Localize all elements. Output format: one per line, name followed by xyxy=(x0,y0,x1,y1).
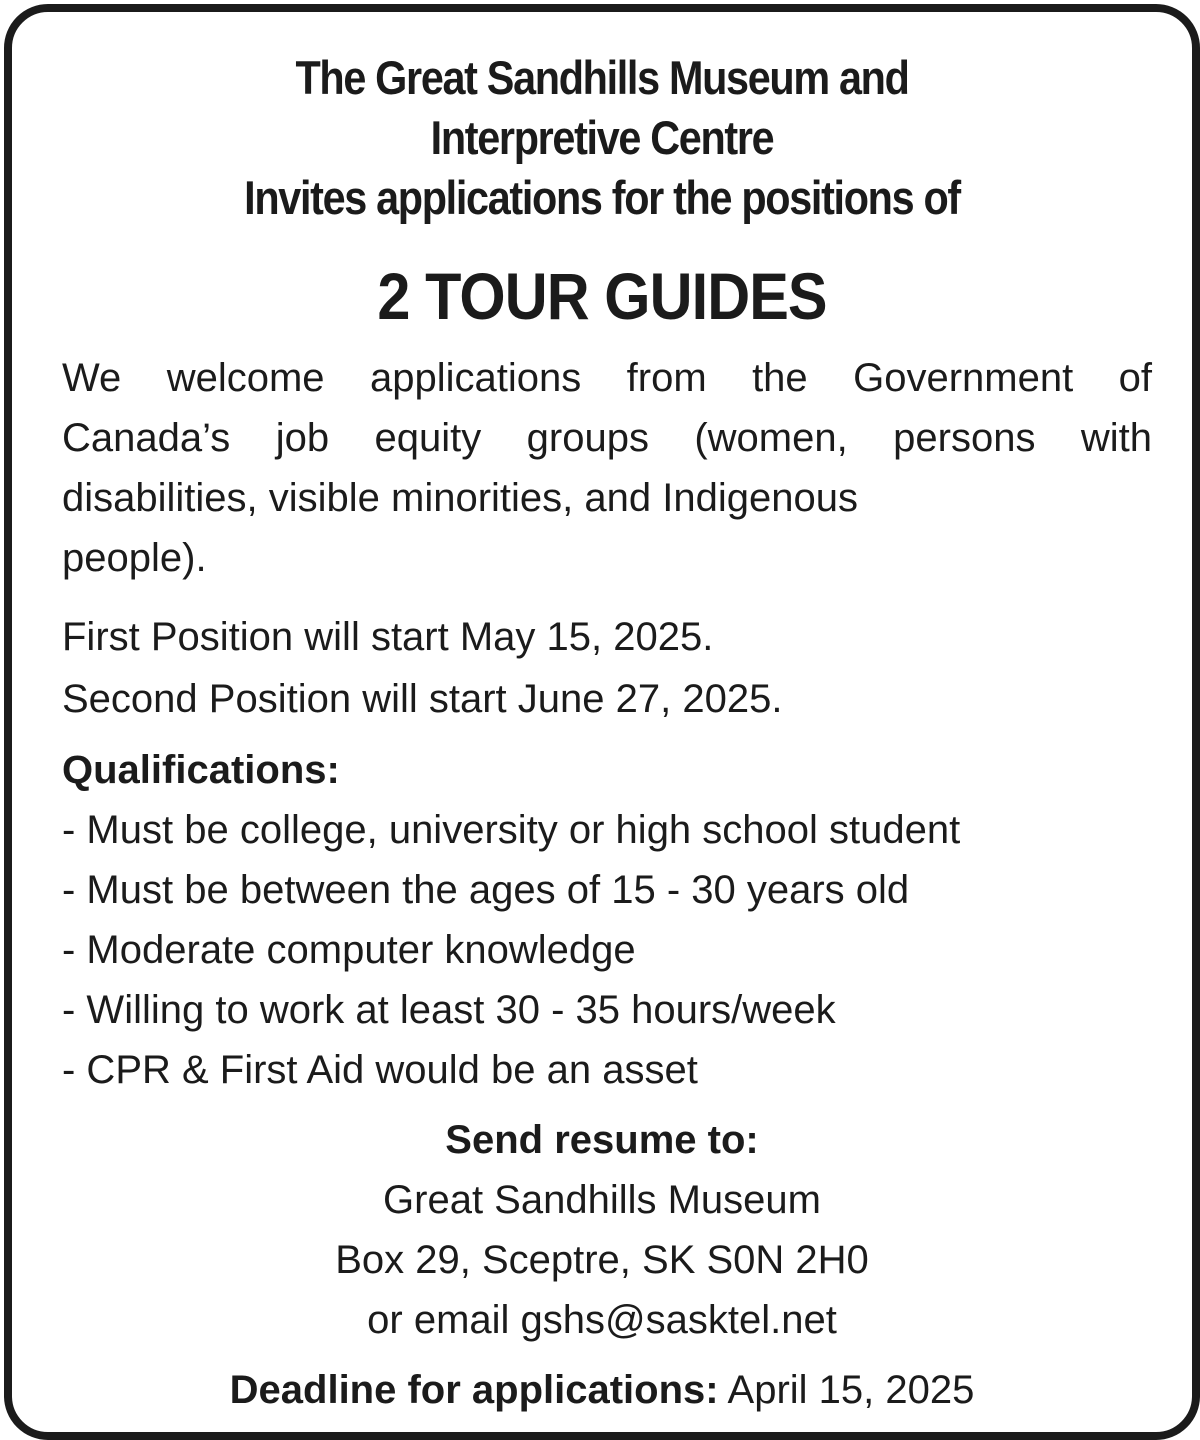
qualification-item: - Must be college, university or high school student xyxy=(62,808,961,852)
qualifications-heading: Qualifications: xyxy=(62,748,340,792)
send-resume-email: or email gshs@sasktel.net xyxy=(367,1298,837,1342)
job-title: 2 TOUR GUIDES xyxy=(377,259,827,333)
second-position-date: Second Position will start June 27, 2025. xyxy=(62,677,783,721)
qualification-item: - Moderate computer knowledge xyxy=(62,928,636,972)
intro-line-2: Canada’s job equity groups (women, persons with xyxy=(62,416,1152,460)
send-resume-address: Box 29, Sceptre, SK S0N 2H0 xyxy=(335,1238,869,1282)
send-resume-heading: Send resume to: xyxy=(445,1118,759,1162)
qualification-item: - CPR & First Aid would be an asset xyxy=(62,1048,698,1092)
qualifications-list xyxy=(62,800,1152,1100)
header-line-2: Interpretive Centre xyxy=(430,111,774,164)
ad-content xyxy=(12,12,1192,1432)
deadline-label: Deadline for applications: xyxy=(229,1368,719,1412)
deadline xyxy=(12,1360,1192,1420)
intro-paragraph xyxy=(62,348,1152,588)
ad-border xyxy=(4,4,1200,1440)
ad-header xyxy=(83,48,1121,228)
intro-line-4: people). xyxy=(62,536,207,580)
qualification-item: - Must be between the ages of 15 - 30 years old xyxy=(62,868,910,912)
intro-line-3: disabilities, visible minorities, and Indigenous xyxy=(62,476,858,520)
header-line-3: Invites applications for the positions of xyxy=(244,171,960,224)
first-position-date: First Position will start May 15, 2025. xyxy=(62,615,714,659)
send-resume-name: Great Sandhills Museum xyxy=(383,1178,821,1222)
qualification-item: - Willing to work at least 30 - 35 hours/week xyxy=(62,988,836,1032)
header-line-1: The Great Sandhills Museum and xyxy=(295,51,909,104)
deadline-date: April 15, 2025 xyxy=(727,1368,975,1412)
intro-line-1: We welcome applications from the Government of xyxy=(62,356,1152,400)
